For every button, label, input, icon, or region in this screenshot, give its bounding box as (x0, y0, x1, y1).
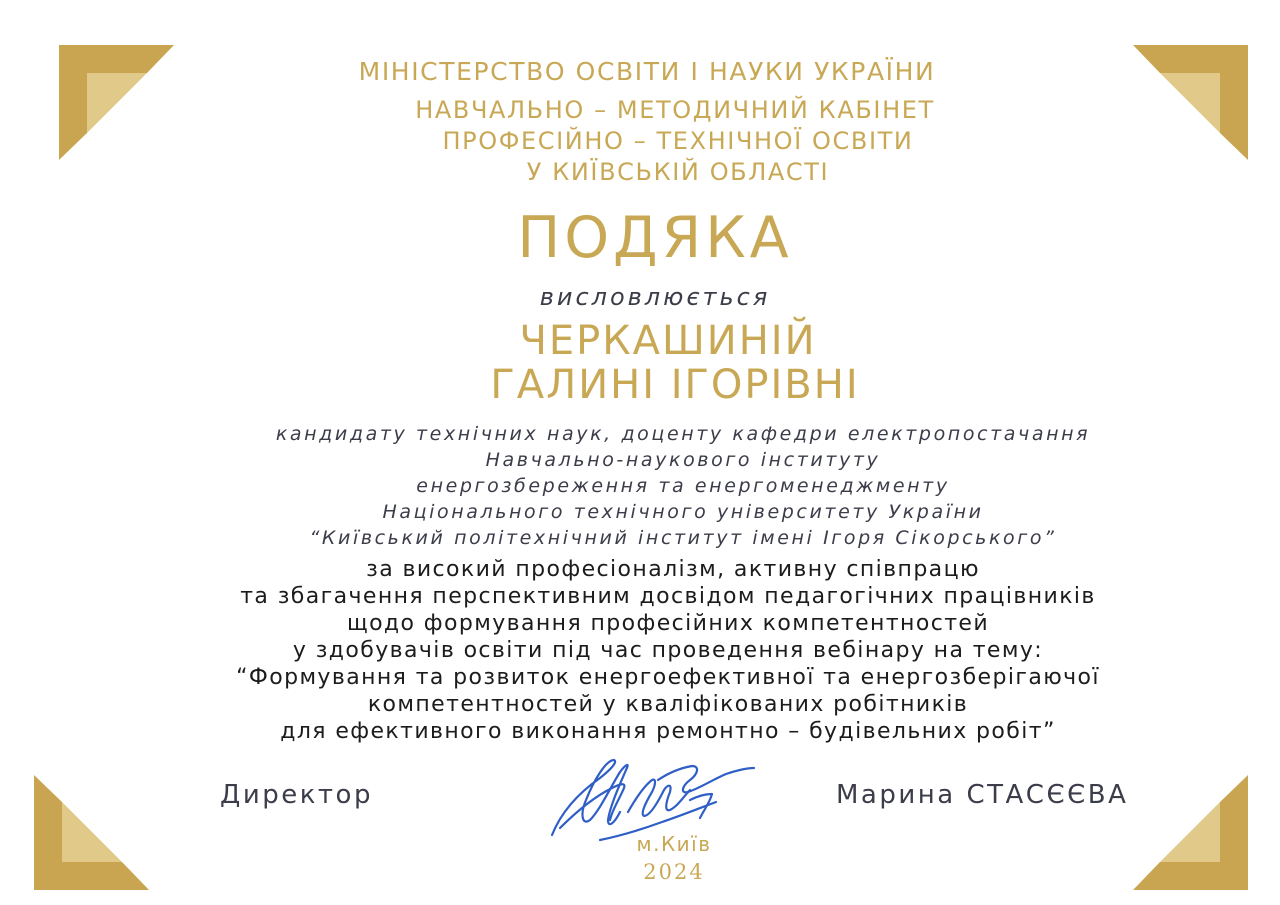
cabinet-line: ПРОФЕСІЙНО – ТЕХНІЧНОЇ ОСВІТИ (442, 127, 914, 155)
position-line: енергозбереження та енергоменеджменту (416, 475, 950, 497)
certificate-title: ПОДЯКА (517, 205, 793, 271)
body-line: щодо формування професійних компетентностей (346, 611, 990, 636)
city-label: м.Київ (636, 832, 712, 856)
ministry-title: МІНІСТЕРСТВО ОСВІТИ І НАУКИ УКРАЇНИ (358, 57, 936, 86)
body-line: та збагачення перспективним досвідом педагогічних працівників (240, 584, 1096, 609)
recipient-given-names: ГАЛИНІ ІГОРІВНІ (490, 362, 860, 408)
director-label: Директор (220, 780, 373, 810)
body-line: у здобувачів освіти під час проведення вебінару на тему: (292, 638, 1044, 663)
body-line: “Формування та розвиток енергоефективної та енергозберігаючої (236, 665, 1100, 690)
cabinet-line: НАВЧАЛЬНО – МЕТОДИЧНИЙ КАБІНЕТ (415, 96, 935, 124)
year-label: 2024 (643, 860, 705, 884)
position-line: Національного технічного університету України (382, 501, 984, 523)
director-name: Марина СТАСЄЄВА (836, 780, 1129, 810)
expressed-text: висловлюється (539, 283, 771, 311)
body-line: для ефективного виконання ремонтно – будівельних робіт” (280, 719, 1056, 744)
position-line: кандидату технічних наук, доценту кафедри електропостачання (275, 423, 1091, 445)
recipient-surname: ЧЕРКАШИНІЙ (519, 318, 817, 364)
position-line: Навчально-наукового інституту (485, 449, 881, 471)
body-line: за високий професіоналізм, активну співпрацю (366, 557, 980, 582)
body-line: компетентностей у кваліфікованих робітників (367, 692, 969, 717)
cabinet-line: У КИЇВСЬКІЙ ОБЛАСТІ (526, 158, 830, 186)
position-line: “Київський політехнічний інститут імені Ігоря Сікорського” (309, 527, 1057, 549)
